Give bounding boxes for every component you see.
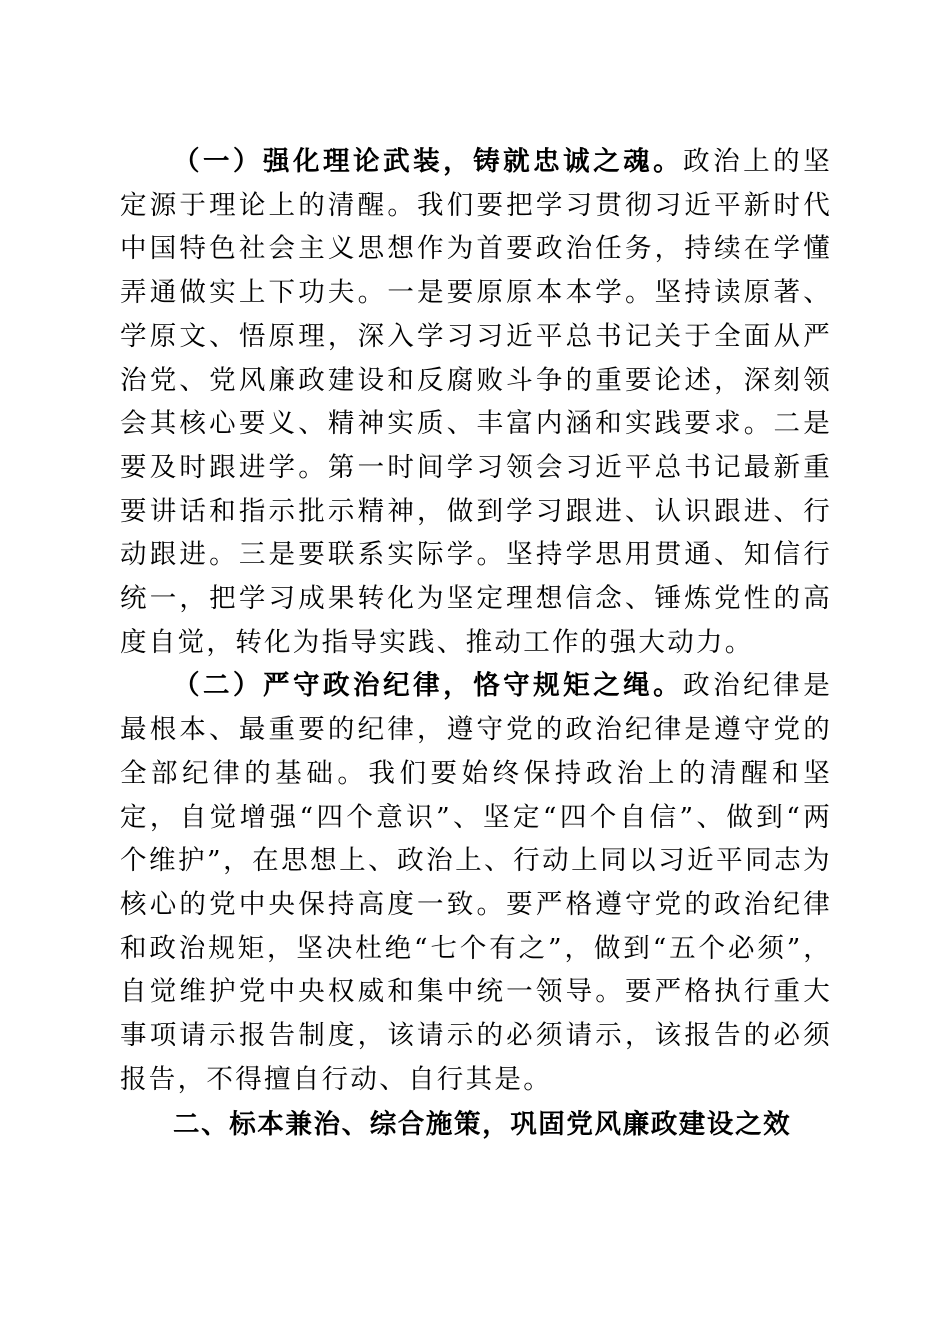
document-body	[120, 140, 832, 1147]
paragraph-1-lead: （一）强化理论武装，铸就忠诚之魂。	[173, 146, 684, 177]
section-heading: 二、标本兼治、综合施策，巩固党风廉政建设之效	[173, 1109, 792, 1141]
paragraph-2	[120, 664, 832, 1101]
paragraph-2-lead: （二）严守政治纪律，恪守规矩之绳。	[173, 670, 684, 702]
paragraph-2-body: 政治纪律是最根本、最重要的纪律，遵守党的政治纪律是遵守党的全部纪律的基础。我们要始终保持政治上的清醒和坚定，自觉增强“四个意识”、坚定“四个自信”、做到“两个维护”，在思想上、政治上、行动上同以习近平同志为核心的党中央保持高度一致。要严格遵守党的政治纪律和政治规矩，坚决杜绝“七个有之”，做到“五个必须”，自觉维护党中央权威和集中统一领导。要严格执行重大事项请示报告制度，该请示的必须请示，该报告的必须报告，不得擅自行动、自行其是。	[120, 670, 832, 1095]
paragraph-1-body: 政治上的坚定源于理论上的清醒。我们要把学习贯彻习近平新时代中国特色社会主义思想作为首要政治任务，持续在学懂弄通做实上下功夫。一是要原原本本学。坚持读原著、学原文、悟原理，深入学习习近平总书记关于全面从严治党、党风廉政建设和反腐败斗争的重要论述，深刻领会其核心要义、精神实质、丰富内涵和实践要求。二是要及时跟进学。第一时间学习领会习近平总书记最新重要讲话和指示批示精神，做到学习跟进、认识跟进、行动跟进。三是要联系实际学。坚持学思用贯通、知信行统一，把学习成果转化为坚定理想信念、锤炼党性的高度自觉，转化为指导实践、推动工作的强大动力。	[120, 146, 832, 658]
paragraph-1	[120, 140, 832, 664]
